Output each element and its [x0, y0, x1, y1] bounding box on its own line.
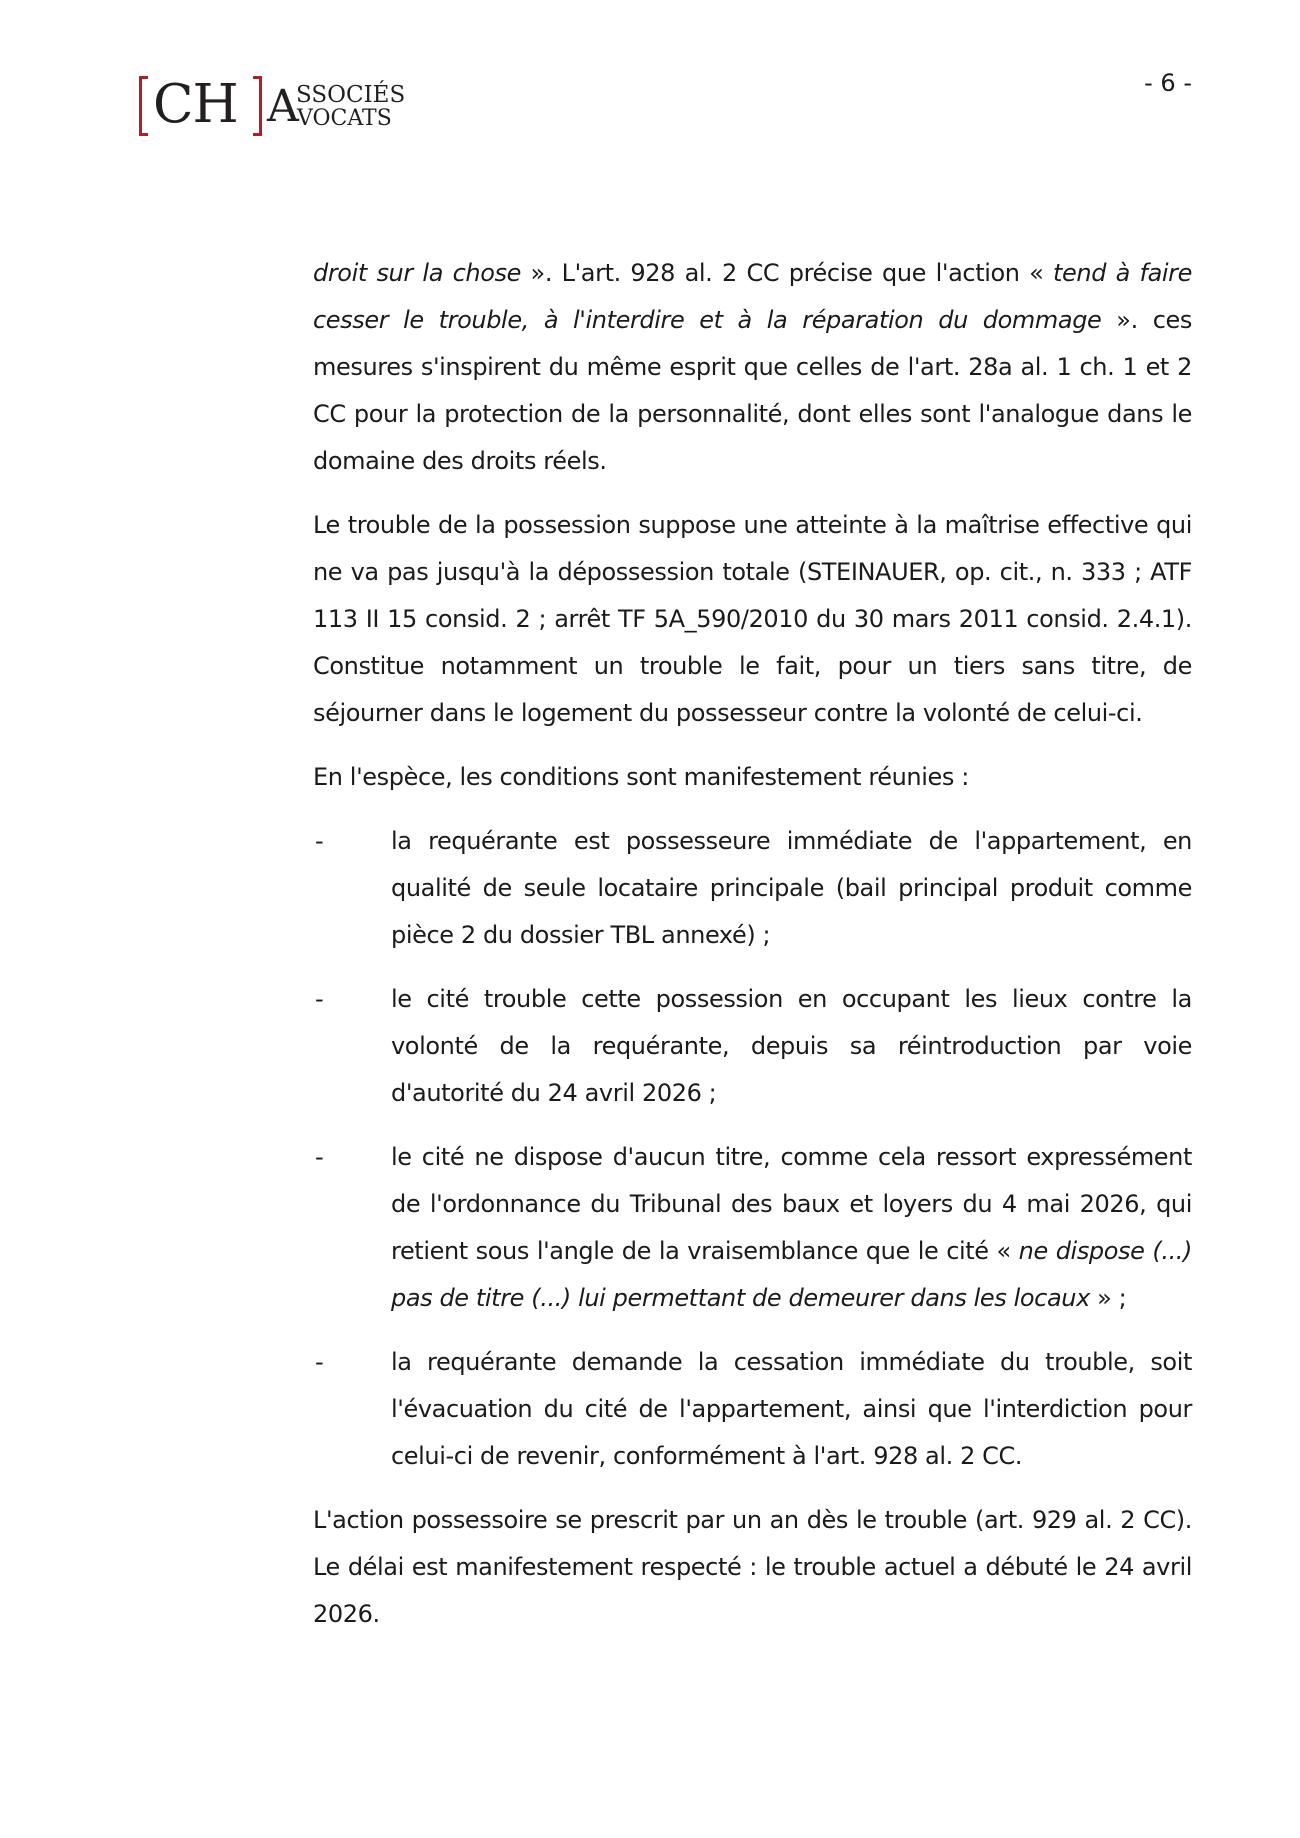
list-item-text: la requérante est possesseure immédiate de l'appartement, en qualité de seule locataire principale (bail principal produit comme pièce 2 du dossier TBL annexé) ;: [391, 827, 1192, 949]
paragraph-1: [313, 250, 1192, 485]
list-bullet: -: [315, 985, 324, 1013]
list-item: [313, 1134, 1192, 1322]
logo-word-avocats: VOCATS: [297, 106, 392, 131]
list-item: [313, 1339, 1192, 1480]
conditions-list: [313, 818, 1192, 1480]
list-item-text-b: » ;: [1089, 1284, 1127, 1312]
page-number: - 6 -: [1144, 69, 1192, 97]
list-item: [313, 976, 1192, 1117]
list-item-text: le cité trouble cette possession en occupant les lieux contre la volonté de la requérante, depuis sa réintroduction par voie d'autorité du 24 avril 2026 ;: [391, 985, 1192, 1107]
logo-left-bracket: [139, 76, 148, 136]
list-item-text: la requérante demande la cessation immédiate du trouble, soit l'évacuation du cité de l'appartement, ainsi que l'interdiction pour celui-ci de revenir, conformément à l'art. 928 al. 2 CC.: [391, 1348, 1192, 1470]
list-bullet: -: [315, 827, 324, 855]
logo-word-associes: SSOCIÉS: [296, 82, 406, 108]
firm-logo: [139, 74, 429, 144]
paragraph-1-text-b: ». ces mesures s'inspirent du même esprit que celles de l'art. 28a al. 1 ch. 1 et 2 CC pour la protection de la personnalité, dont elles sont l'analogue dans le domaine des droits réels.: [313, 306, 1192, 475]
logo-right-bracket: [253, 76, 262, 136]
paragraph-1-text-a: ». L'art. 928 al. 2 CC précise que l'action «: [520, 259, 1054, 287]
paragraph-2: Le trouble de la possession suppose une atteinte à la maîtrise effective qui ne va pas jusqu'à la dépossession totale (STEINAUER, op. cit., n. 333 ; ATF 113 II 15 consid. 2 ; arrêt TF 5A_590/2010 du 30 mars 2011 consid. 2.4.1). Constitue notamment un trouble le fait, pour un tiers sans titre, de séjourner dans le logement du possesseur contre la volonté de celui-ci.: [313, 511, 1192, 727]
list-bullet: -: [315, 1143, 324, 1171]
paragraph-1-quote: tend à faire cesser le trouble, à l'interdire et à la réparation du dommage: [313, 259, 1192, 334]
list-item: [313, 818, 1192, 959]
paragraph-3: En l'espèce, les conditions sont manifestement réunies :: [313, 763, 969, 791]
document-body: [313, 250, 1192, 1655]
list-bullet: -: [315, 1348, 324, 1376]
paragraph-1-italic-start: droit sur la chose: [313, 259, 521, 287]
logo-initials: CH: [153, 74, 238, 135]
logo-big-letter: A: [267, 81, 299, 132]
list-item-text-a: le cité ne dispose d'aucun titre, comme cela ressort expressément de l'ordonnance du Tribunal des baux et loyers du 4 mai 2026, qui retient sous l'angle de la vraisemblance que le cité «: [391, 1143, 1192, 1265]
paragraph-4: L'action possessoire se prescrit par un an dès le trouble (art. 929 al. 2 CC). Le délai est manifestement respecté : le trouble actuel a débuté le 24 avril 2026.: [313, 1506, 1192, 1628]
list-item-quote: ne dispose (...) pas de titre (...) lui permettant de demeurer dans les locaux: [391, 1237, 1192, 1312]
